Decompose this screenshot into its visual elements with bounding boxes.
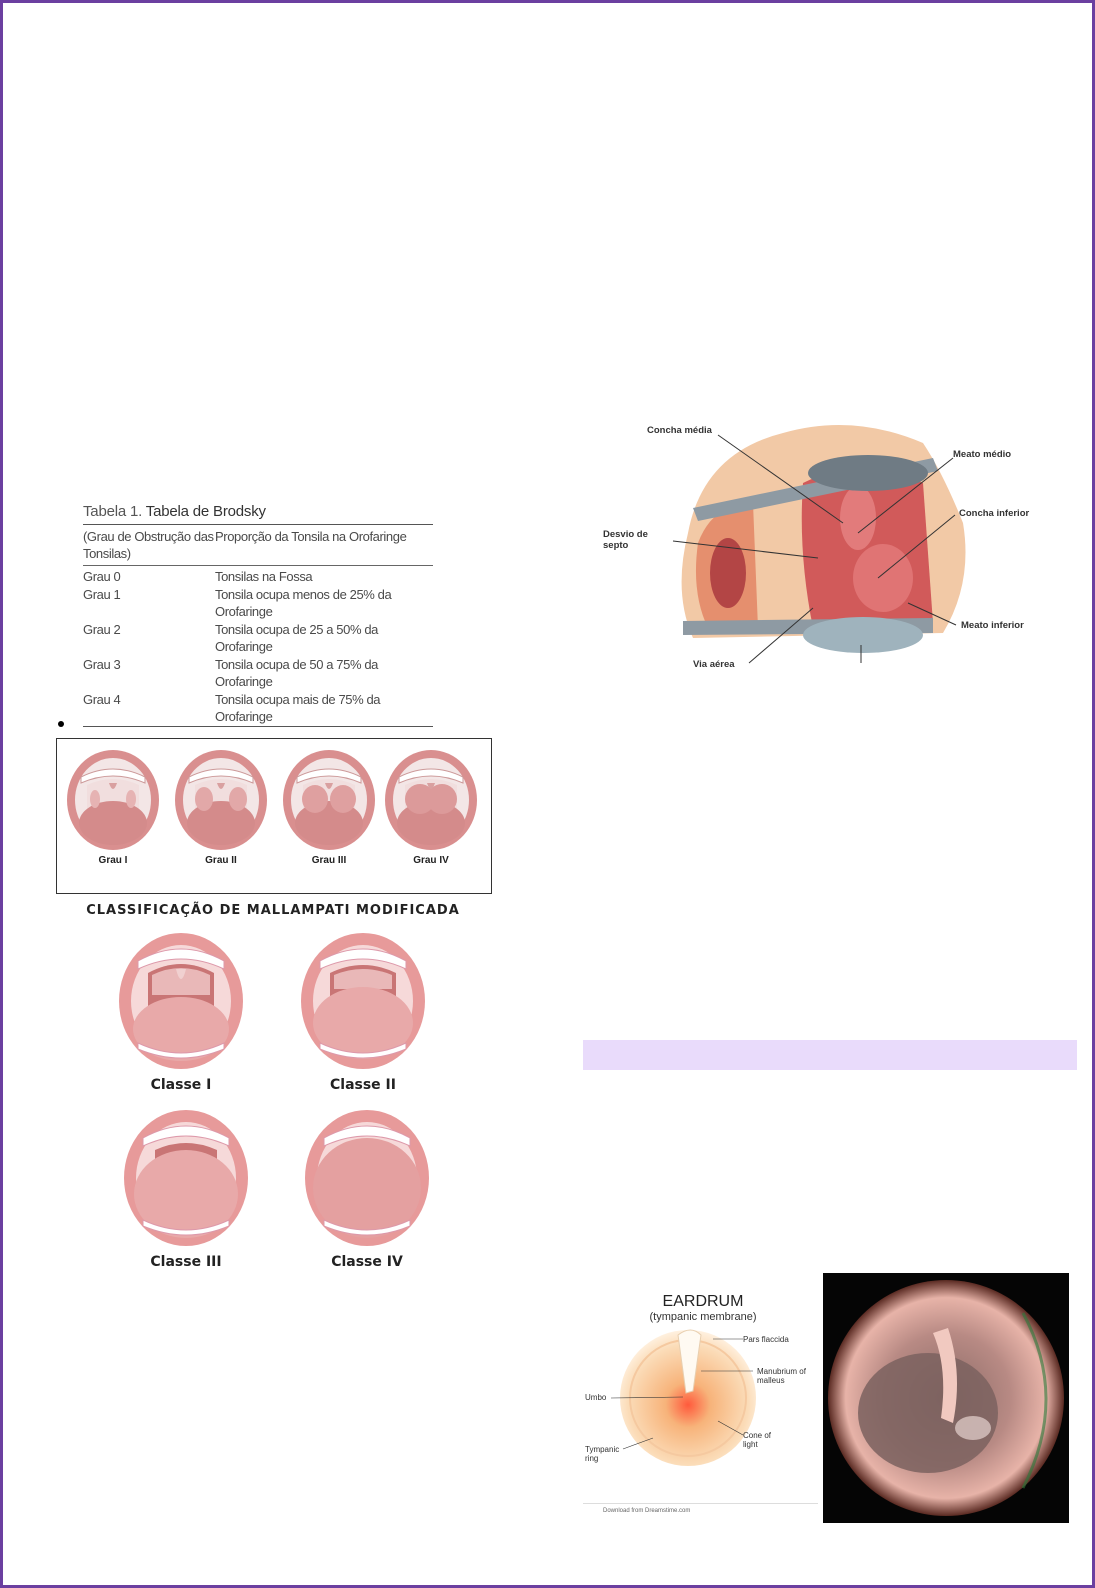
mallampati-class-4-image: [302, 1108, 432, 1248]
eardrum-diagram: [583, 1273, 823, 1523]
row-grade: Grau 3: [83, 657, 121, 672]
label-manubrium: Manubrium of malleus: [757, 1367, 806, 1385]
label-umbo: Umbo: [585, 1393, 607, 1402]
eardrum-illustration: [583, 1273, 823, 1503]
highlighted-line: [583, 1040, 1077, 1070]
bullet-point: [58, 721, 64, 727]
row-grade: Grau 0: [83, 569, 121, 584]
grade-label: Grau II: [205, 855, 237, 866]
grade-illustration: [279, 747, 379, 866]
otoscopy-photo: [823, 1273, 1069, 1523]
label-cone-of-light: Cone of light: [743, 1431, 772, 1449]
mallampati-label: Classe III: [150, 1254, 222, 1270]
label-tympanic-ring: Tympanic ring: [585, 1445, 620, 1463]
mallampati-class-3-image: [121, 1108, 251, 1248]
header-grade: (Grau de Obstrução das Tonsilas): [83, 529, 214, 561]
mallampati-class-illustration: [116, 1108, 256, 1270]
tympanic-membrane-photo: [823, 1273, 1069, 1523]
brodsky-caption-prefix: Tabela 1.: [83, 503, 143, 520]
row-grade: Grau 4: [83, 692, 121, 707]
label-via-aerea: Via aérea: [693, 659, 735, 670]
row-proportion: Tonsilas na Fossa: [215, 569, 313, 584]
table-body: [83, 566, 433, 726]
mallampati-label: Classe IV: [331, 1254, 403, 1270]
mallampati-class-illustration: [293, 931, 433, 1093]
mallampati-class-illustration: [297, 1108, 437, 1270]
mallampati-class-2-image: [298, 931, 428, 1071]
tonsil-grade-figure: [56, 738, 492, 894]
row-proportion: Tonsila ocupa de 25 a 50% da Orofaringe: [215, 622, 378, 654]
table-rule-bottom: [83, 726, 433, 727]
table-row: [83, 586, 433, 620]
header-proportion: Proporção da Tonsila na Orofaringe: [215, 529, 407, 544]
mallampati-title: CLASSIFICAÇÃO DE MALLAMPATI MODIFICADA: [86, 903, 460, 918]
table-row: [83, 656, 433, 690]
row-grade: Grau 1: [83, 587, 121, 602]
mallampati-class-illustration: [111, 931, 251, 1093]
open-mouth-grade-2-image: [173, 747, 269, 853]
table-row: [83, 568, 433, 585]
table-row: [83, 621, 433, 655]
dreamstime-watermark: Download from Dreamstime.com: [603, 1508, 691, 1514]
label-concha-inferior: Concha inferior: [959, 508, 1030, 519]
mallampati-class-1-image: [116, 931, 246, 1071]
grade-illustration: [381, 747, 481, 866]
eardrum-subtitle: (tympanic membrane): [649, 1311, 757, 1323]
grade-label: Grau IV: [413, 855, 449, 866]
row-proportion: Tonsila ocupa de 50 a 75% da Orofaringe: [215, 657, 378, 689]
label-concha-media: Concha média: [647, 425, 712, 436]
table-row: [83, 691, 433, 725]
label-pars-flaccida: Pars flaccida: [743, 1335, 789, 1344]
grade-label: Grau I: [98, 855, 128, 866]
grade-illustration: [171, 747, 271, 866]
mallampati-label: Classe II: [330, 1077, 396, 1093]
open-mouth-grade-3-image: [281, 747, 377, 853]
label-desvio-septo: Desvio de septo: [603, 529, 648, 551]
open-mouth-grade-4-image: [383, 747, 479, 853]
brodsky-table: [83, 503, 433, 727]
row-proportion: Tonsila ocupa menos de 25% da Orofaringe: [215, 587, 392, 619]
row-grade: Grau 2: [83, 622, 121, 637]
brodsky-caption-title: Tabela de Brodsky: [145, 503, 266, 520]
nasal-speculum-figure: [603, 413, 1053, 688]
eardrum-footer: [583, 1503, 818, 1524]
label-meato-medio: Meato médio: [953, 449, 1012, 460]
row-proportion: Tonsila ocupa mais de 75% da Orofaringe: [215, 692, 381, 724]
open-mouth-grade-1-image: [65, 747, 161, 853]
grade-label: Grau III: [311, 855, 347, 866]
mallampati-label: Classe I: [150, 1077, 212, 1093]
grade-illustration: [63, 747, 163, 866]
label-meato-inferior: Meato inferior: [961, 620, 1024, 631]
table-header-row: [83, 525, 433, 565]
eardrum-title: EARDRUM: [662, 1293, 744, 1310]
brodsky-caption: [83, 503, 433, 520]
